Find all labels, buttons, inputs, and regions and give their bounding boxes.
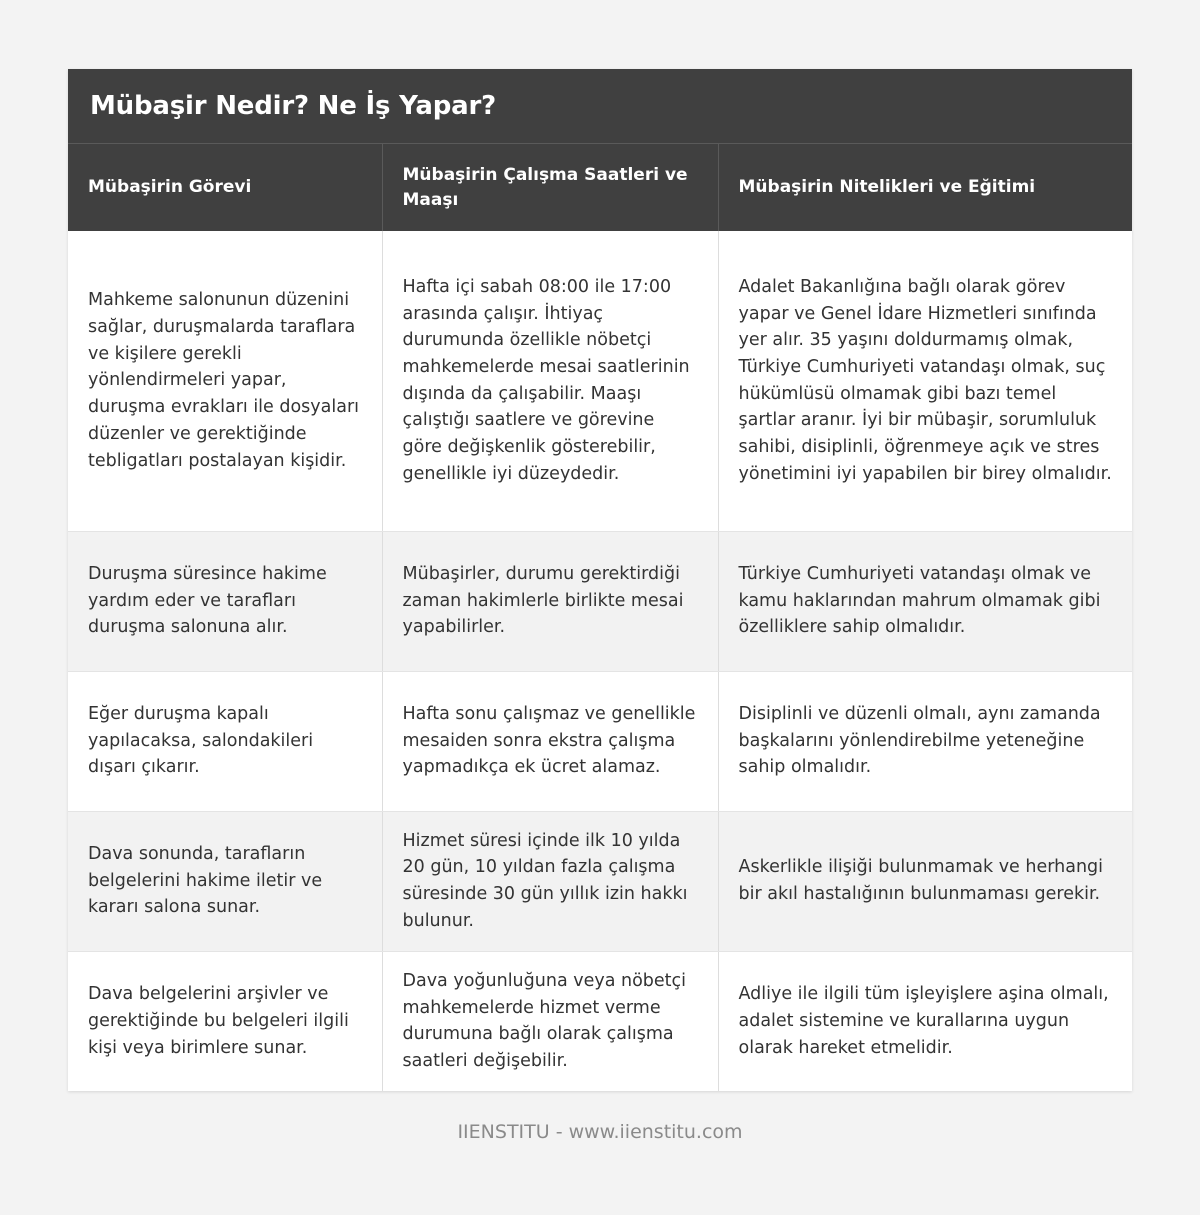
table-row xyxy=(68,811,1132,951)
column-header-hours-salary: Mübaşirin Çalışma Saatleri ve Maaşı xyxy=(382,144,718,231)
table-row xyxy=(68,951,1132,1091)
header-row xyxy=(68,144,1132,231)
title-bar xyxy=(68,69,1132,144)
table-cell: Dava belgelerini arşivler ve gerektiğinde bu belgeleri ilgili kişi veya birimlere sunar. xyxy=(68,951,382,1091)
table-cell: Hafta sonu çalışmaz ve genellikle mesaiden sonra ekstra çalışma yapmadıkça ek ücret alamaz. xyxy=(382,671,718,811)
column-header-qualifications: Mübaşirin Nitelikleri ve Eğitimi xyxy=(718,144,1132,231)
table-cell: Dava sonunda, tarafların belgelerini hakime iletir ve kararı salona sunar. xyxy=(68,811,382,951)
table-row xyxy=(68,531,1132,671)
table-cell: Askerlikle ilişiği bulunmamak ve herhangi bir akıl hastalığının bulunmaması gerekir. xyxy=(718,811,1132,951)
table-cell: Hizmet süresi içinde ilk 10 yılda 20 gün, 10 yıldan fazla çalışma süresinde 30 gün yıllık izin hakkı bulunur. xyxy=(382,811,718,951)
table-cell: Eğer duruşma kapalı yapılacaksa, salondakileri dışarı çıkarır. xyxy=(68,671,382,811)
table-cell: Disiplinli ve düzenli olmalı, aynı zamanda başkalarını yönlendirebilme yeteneğine sahip olmalıdır. xyxy=(718,671,1132,811)
column-header-duty: Mübaşirin Görevi xyxy=(68,144,382,231)
table-card xyxy=(68,69,1132,1091)
page-title: Mübaşir Nedir? Ne İş Yapar? xyxy=(90,91,496,121)
table-row xyxy=(68,231,1132,531)
table-cell: Duruşma süresince hakime yardım eder ve tarafları duruşma salonuna alır. xyxy=(68,531,382,671)
table-cell: Hafta içi sabah 08:00 ile 17:00 arasında çalışır. İhtiyaç durumunda özellikle nöbetçi mahkemelerde mesai saatlerinin dışında da çalışabilir. Maaşı çalıştığı saatlere ve görevine göre değişkenlik gösterebilir, genellikle iyi düzeydedir. xyxy=(382,231,718,531)
table-cell: Adalet Bakanlığına bağlı olarak görev yapar ve Genel İdare Hizmetleri sınıfında yer alır. 35 yaşını doldurmamış olmak, Türkiye Cumhuriyeti vatandaşı olmak, suç hükümlüsü olmamak gibi bazı temel şartlar aranır. İyi bir mübaşir, sorumluluk sahibi, disiplinli, öğrenmeye açık ve stres yönetimini iyi yapabilen bir birey olmalıdır. xyxy=(718,231,1132,531)
table-cell: Mahkeme salonunun düzenini sağlar, duruşmalarda taraflara ve kişilere gerekli yönlendirmeleri yapar, duruşma evrakları ile dosyaları düzenler ve gerektiğinde tebligatları postalayan kişidir. xyxy=(68,231,382,531)
info-table xyxy=(68,144,1132,1091)
table-cell: Türkiye Cumhuriyeti vatandaşı olmak ve kamu haklarından mahrum olmamak gibi özelliklere sahip olmalıdır. xyxy=(718,531,1132,671)
table-cell: Dava yoğunluğuna veya nöbetçi mahkemelerde hizmet verme durumuna bağlı olarak çalışma saatleri değişebilir. xyxy=(382,951,718,1091)
table-cell: Adliye ile ilgili tüm işleyişlere aşina olmalı, adalet sistemine ve kurallarına uygun olarak hareket etmelidir. xyxy=(718,951,1132,1091)
table-row xyxy=(68,671,1132,811)
table-cell: Mübaşirler, durumu gerektirdiği zaman hakimlerle birlikte mesai yapabilirler. xyxy=(382,531,718,671)
footer-credit: IIENSTITU - www.iienstitu.com xyxy=(457,1121,743,1143)
